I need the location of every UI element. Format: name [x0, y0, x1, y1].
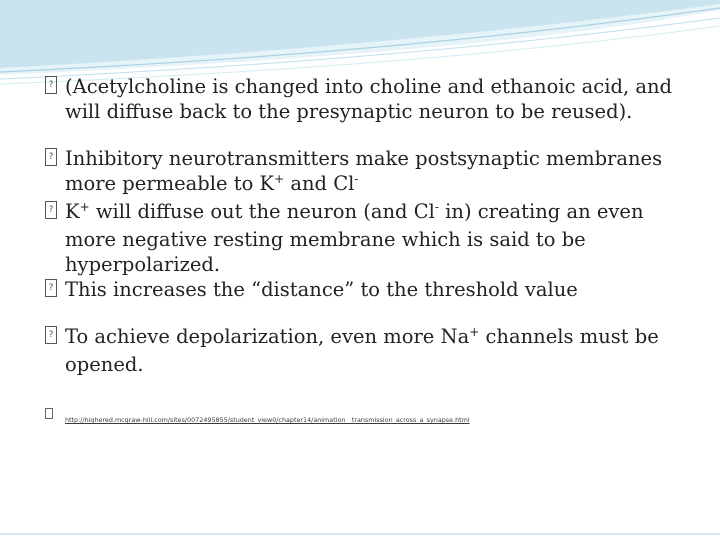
superscript-plus: +: [274, 172, 285, 186]
bullet-marker-icon: ?: [45, 201, 57, 219]
bullet-text: channels must be opened.: [65, 325, 659, 376]
slide-content: [45, 74, 685, 424]
superscript-plus: +: [79, 200, 90, 214]
bullet-marker-icon: ?: [45, 76, 57, 94]
bullet-text: in) creating an even more negative resting membrane which is said to be hyperpolarized.: [65, 200, 644, 276]
bullet-text: will diffuse out the neuron (and Cl: [89, 200, 435, 223]
bullet-acetylcholine: [45, 74, 685, 124]
bullet-text: and Cl: [284, 172, 355, 195]
bullet-marker-icon: ?: [45, 279, 57, 297]
bullet-text: (Acetylcholine is changed into choline and ethanoic acid, and will diffuse back to the presynaptic neuron to be reused).: [65, 75, 673, 123]
bullet-potassium: [45, 199, 685, 277]
bottom-divider: [0, 533, 720, 535]
bullet-text: To achieve depolarization, even more Na: [65, 325, 470, 348]
superscript-minus: -: [354, 172, 359, 186]
superscript-minus: -: [434, 200, 439, 214]
superscript-plus: +: [469, 325, 480, 339]
bullet-marker-icon: [45, 408, 53, 419]
bullet-depolarization: [45, 324, 685, 377]
wave-mid-band: [0, 0, 720, 68]
bullet-inhibitory: [45, 146, 685, 199]
bullet-marker-icon: ?: [45, 148, 57, 166]
bullet-text: K: [65, 200, 80, 223]
animation-link-row: [45, 407, 685, 424]
bullet-threshold: [45, 277, 685, 302]
animation-link[interactable]: http://highered.mcgraw-hill.com/sites/0072495855/student_view0/chapter14/animation__transmission_across_a_synapse.html: [65, 416, 470, 424]
bullet-text: Inhibitory neurotransmitters make postsynaptic membranes more permeable to K: [65, 147, 663, 195]
bullet-marker-icon: ?: [45, 326, 57, 344]
bullet-text: This increases the “distance” to the threshold value: [65, 278, 578, 301]
